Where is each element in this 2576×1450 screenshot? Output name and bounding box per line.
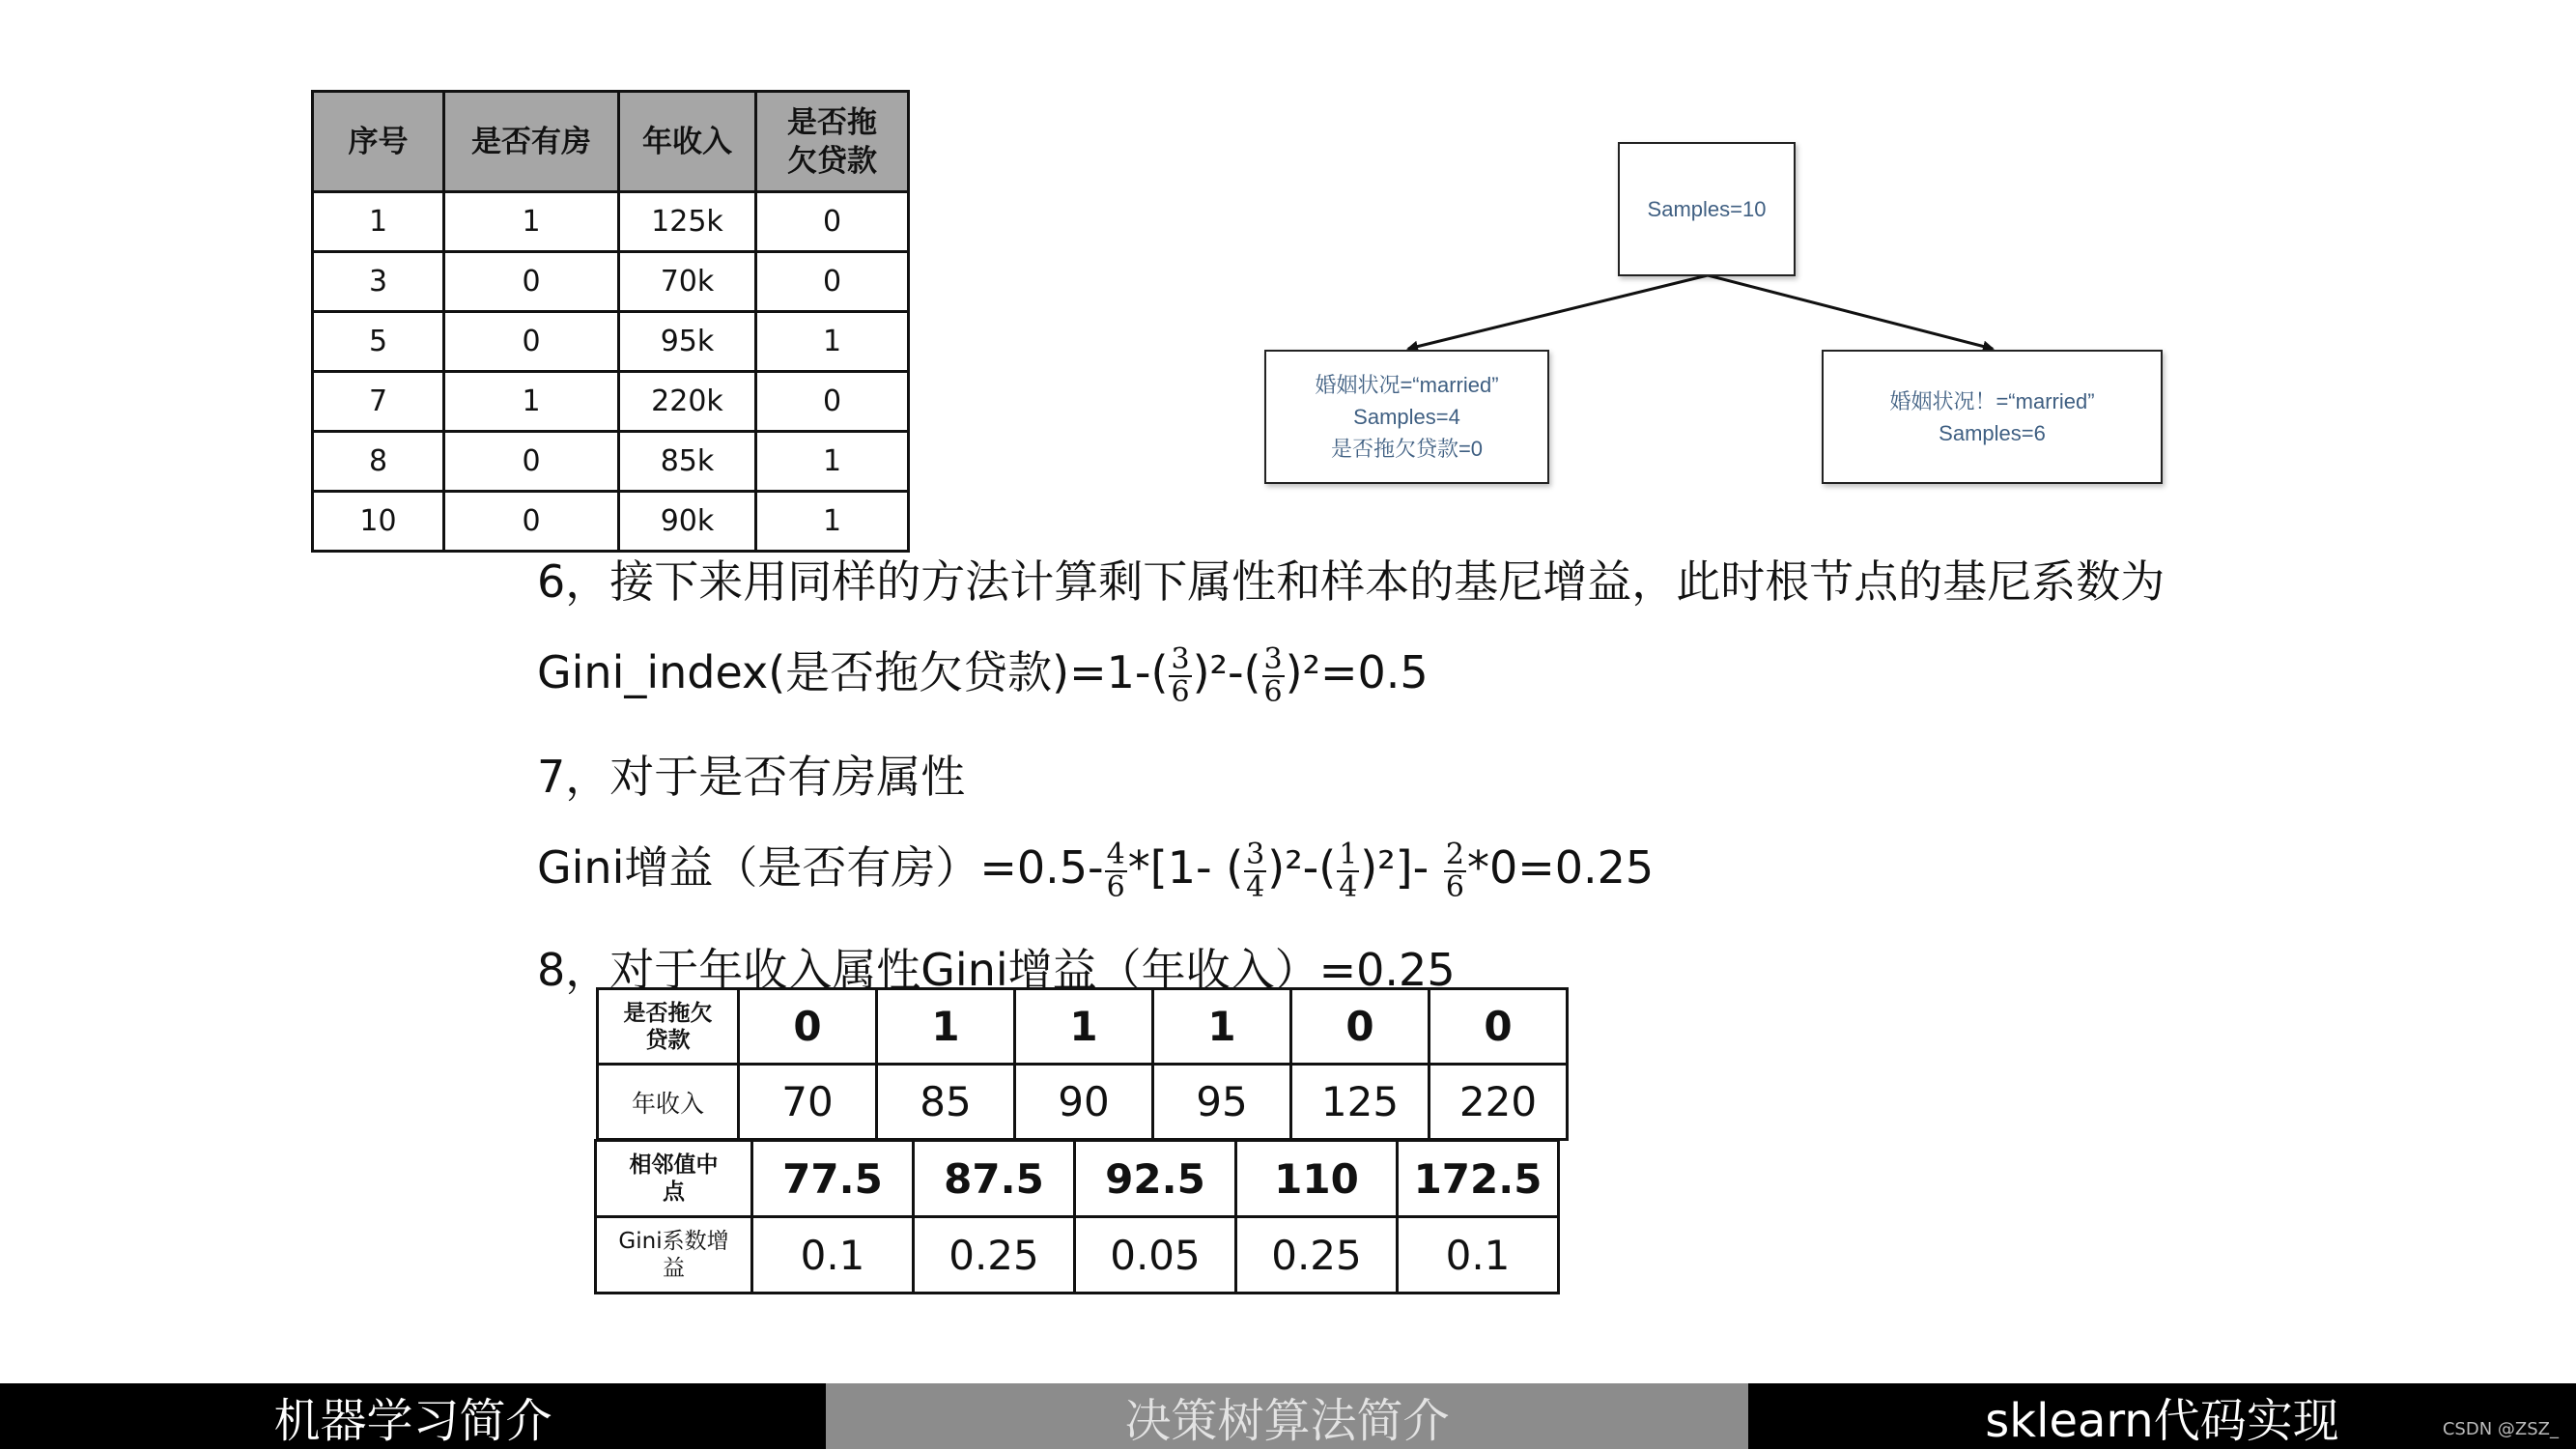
fraction-numerator: 3 — [1263, 641, 1283, 676]
formula-text: )²-( — [1267, 841, 1337, 894]
fraction-denominator: 6 — [1445, 869, 1464, 904]
table-cell: 125 — [1291, 1065, 1430, 1140]
table-cell: 1 — [756, 492, 909, 552]
label-line: Gini系数增 — [618, 1229, 729, 1254]
income-default-table — [596, 987, 1569, 1141]
nav-label: sklearn代码实现 — [1985, 1393, 2339, 1448]
table-cell: 0 — [739, 989, 877, 1065]
table-cell: 1 — [756, 312, 909, 372]
table-cell: 10 — [313, 492, 444, 552]
table-cell: 0 — [444, 312, 619, 372]
table-cell: 1 — [444, 192, 619, 252]
nav-item-decision-tree[interactable] — [826, 1383, 1748, 1449]
formula-text: )²]- — [1360, 841, 1443, 894]
table-cell: 0.25 — [1236, 1217, 1398, 1294]
formula-text: )²-( — [1192, 646, 1261, 698]
right-samples: Samples=6 — [1939, 420, 2046, 445]
fraction — [1244, 839, 1266, 903]
table-cell: 1 — [756, 432, 909, 492]
table-cell: 1 — [1015, 989, 1153, 1065]
table-cell: 0 — [1291, 989, 1430, 1065]
table-cell: 125k — [619, 192, 756, 252]
fraction — [1262, 641, 1285, 709]
table-cell: 172.5 — [1398, 1141, 1559, 1217]
header-line: 欠贷款 — [787, 143, 877, 179]
tree-left-node — [1264, 350, 1549, 484]
fraction-denominator: 4 — [1246, 869, 1265, 904]
nav-label: 决策树算法简介 — [1124, 1393, 1450, 1448]
row-label-default — [598, 989, 739, 1065]
fraction-numerator: 1 — [1339, 837, 1358, 871]
table-cell: 1 — [877, 989, 1015, 1065]
table-cell: 5 — [313, 312, 444, 372]
table-cell: 0 — [444, 432, 619, 492]
fraction — [1105, 839, 1127, 903]
midpoint-gini-table — [594, 1139, 1560, 1294]
table-cell: 110 — [1236, 1141, 1398, 1217]
table-cell: 95 — [1153, 1065, 1291, 1140]
nav-item-ml-intro[interactable] — [0, 1383, 826, 1449]
table-row — [598, 1065, 1568, 1140]
table-cell: 85 — [877, 1065, 1015, 1140]
right-condition: 婚姻状况！=“married” — [1889, 388, 2095, 413]
fraction — [1337, 839, 1359, 903]
fraction-numerator: 3 — [1246, 837, 1265, 871]
table-cell: 0 — [756, 372, 909, 432]
fraction — [1169, 641, 1191, 709]
gini-index-formula — [537, 638, 1429, 708]
col-header-has-house: 是否有房 — [444, 92, 619, 192]
step6-text: 6，接下来用同样的方法计算剩下属性和样本的基尼增益，此时根节点的基尼系数为 — [537, 555, 2166, 608]
tree-edge-left — [1408, 275, 1708, 349]
fraction-denominator: 6 — [1171, 674, 1190, 709]
label-line: 点 — [663, 1180, 685, 1205]
table-cell: 0 — [444, 252, 619, 312]
fraction-denominator: 6 — [1106, 869, 1125, 904]
left-result: 是否拖欠贷款=0 — [1330, 437, 1484, 461]
table-cell: 92.5 — [1075, 1141, 1236, 1217]
formula-text: )²=0.5 — [1285, 646, 1429, 698]
formula-text: *[1- ( — [1127, 841, 1244, 894]
table-cell: 0.1 — [752, 1217, 914, 1294]
tree-right-node — [1822, 350, 2163, 484]
root-samples: Samples=10 — [1647, 197, 1767, 221]
col-header-income: 年收入 — [619, 92, 756, 192]
label-line: 贷款 — [645, 1027, 691, 1053]
left-condition: 婚姻状况=“married” — [1315, 373, 1499, 397]
table-cell: 0 — [756, 192, 909, 252]
table-cell: 90 — [1015, 1065, 1153, 1140]
formula-text: Gini_index(是否拖欠贷款)=1-( — [537, 646, 1169, 698]
tree-root-node — [1618, 142, 1796, 276]
table-row — [598, 989, 1568, 1065]
fraction-numerator: 3 — [1171, 641, 1190, 676]
tree-edge-right — [1708, 275, 1993, 349]
table-cell: 77.5 — [752, 1141, 914, 1217]
step7-text: 7，对于是否有房属性 — [537, 751, 966, 803]
fraction-denominator: 6 — [1263, 674, 1283, 709]
label-line: 是否拖欠 — [623, 1000, 713, 1026]
label-line: 益 — [663, 1256, 685, 1281]
table-cell: 70 — [739, 1065, 877, 1140]
table-cell: 95k — [619, 312, 756, 372]
step8-text: 8，对于年收入属性Gini增益（年收入）=0.25 — [537, 944, 1456, 996]
header-line: 是否拖 — [787, 104, 877, 140]
formula-text: Gini增益（是否有房）=0.5- — [537, 841, 1104, 894]
table-cell: 220 — [1430, 1065, 1568, 1140]
fraction — [1444, 839, 1466, 903]
table-row — [596, 1141, 1559, 1217]
fraction-numerator: 2 — [1445, 837, 1464, 871]
table-cell: 220k — [619, 372, 756, 432]
table-row — [596, 1217, 1559, 1294]
table-cell: 0.25 — [914, 1217, 1075, 1294]
row-label-gini-gain — [596, 1217, 752, 1294]
table-cell: 87.5 — [914, 1141, 1075, 1217]
gini-gain-house-formula — [537, 833, 1654, 903]
table-cell: 0.1 — [1398, 1217, 1559, 1294]
table-cell: 1 — [313, 192, 444, 252]
row-label-income: 年收入 — [598, 1065, 739, 1140]
table-cell: 1 — [1153, 989, 1291, 1065]
nav-label: 机器学习简介 — [273, 1393, 552, 1448]
table-cell: 70k — [619, 252, 756, 312]
fraction-denominator: 4 — [1339, 869, 1358, 904]
table-cell: 85k — [619, 432, 756, 492]
fraction-numerator: 4 — [1106, 837, 1125, 871]
formula-text: *0=0.25 — [1466, 841, 1655, 894]
watermark: CSDN @ZSZ_ — [2442, 1419, 2559, 1439]
table-cell: 0 — [444, 492, 619, 552]
table-cell: 1 — [444, 372, 619, 432]
bottom-nav-bar — [0, 1383, 2576, 1449]
left-samples: Samples=4 — [1353, 405, 1460, 429]
table-cell: 90k — [619, 492, 756, 552]
table-cell: 0 — [1430, 989, 1568, 1065]
label-line: 相邻值中 — [629, 1152, 719, 1178]
table-cell: 3 — [313, 252, 444, 312]
table-cell: 8 — [313, 432, 444, 492]
row-label-midpoint — [596, 1141, 752, 1217]
table-cell: 0.05 — [1075, 1217, 1236, 1294]
table-cell: 0 — [756, 252, 909, 312]
table-cell: 7 — [313, 372, 444, 432]
col-header-id: 序号 — [313, 92, 444, 192]
